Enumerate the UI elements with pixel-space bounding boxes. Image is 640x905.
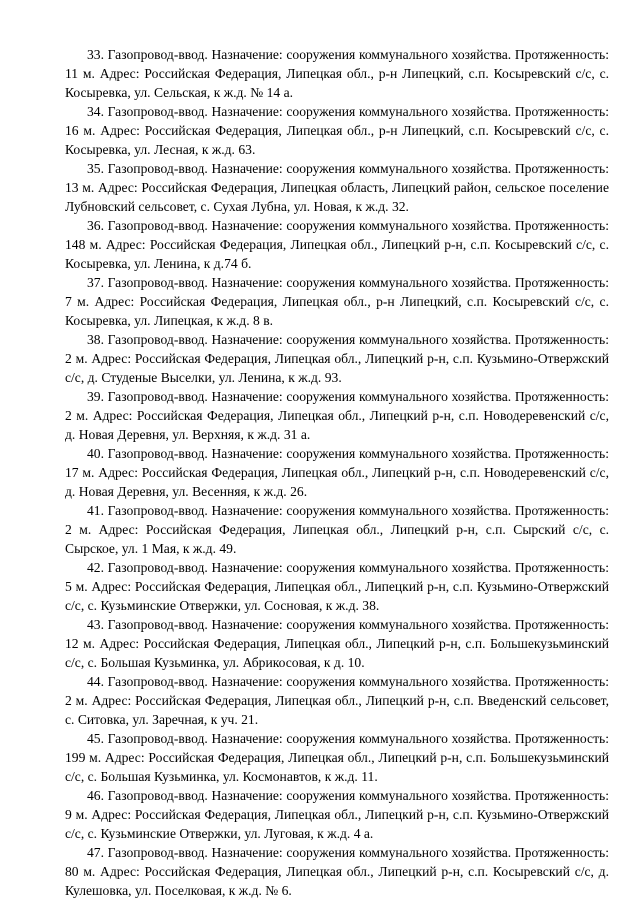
list-item-38: 38. Газопровод-ввод. Назначение: сооружения коммунального хозяйства. Протяженность: 2 м. Адрес: Российская Федерация, Липецкая обл., Липецкий р-н, с.п. Кузьмино-Отвержский с/с, д. Студеные Выселки, ул. Ленина, к ж.д. 93. bbox=[65, 332, 609, 385]
list-item-34: 34. Газопровод-ввод. Назначение: сооружения коммунального хозяйства. Протяженность: 16 м. Адрес: Российская Федерация, Липецкая обл., р-н Липецкий, с.п. Косыревский с/с, с. Косыревка, ул. Лесная, к ж.д. 63. bbox=[65, 104, 609, 157]
list-item-40: 40. Газопровод-ввод. Назначение: сооружения коммунального хозяйства. Протяженность: 17 м. Адрес: Российская Федерация, Липецкая обл., Липецкий р-н, с.п. Новодеревенский с/с, д. Новая Деревня, ул. Весенняя, к ж.д. 26. bbox=[65, 446, 609, 499]
list-item-35: 35. Газопровод-ввод. Назначение: сооружения коммунального хозяйства. Протяженность: 13 м. Адрес: Российская Федерация, Липецкая область, Липецкий район, сельское поселение Лубновский сельсовет, с. Сухая Лубна, ул. Новая, к ж.д. 32. bbox=[65, 161, 609, 214]
document-page bbox=[65, 45, 609, 900]
list-item-42: 42. Газопровод-ввод. Назначение: сооружения коммунального хозяйства. Протяженность: 5 м. Адрес: Российская Федерация, Липецкая обл., Липецкий р-н, с.п. Кузьмино-Отвержский с/с, с. Кузьминские Отвержки, ул. Сосновая, к ж.д. 38. bbox=[65, 560, 609, 613]
list-item-44: 44. Газопровод-ввод. Назначение: сооружения коммунального хозяйства. Протяженность: 2 м. Адрес: Российская Федерация, Липецкая обл., Липецкий р-н, с.п. Введенский сельсовет, с. Ситовка, ул. Заречная, к уч. 21. bbox=[65, 674, 609, 727]
list-item-46: 46. Газопровод-ввод. Назначение: сооружения коммунального хозяйства. Протяженность: 9 м. Адрес: Российская Федерация, Липецкая обл., Липецкий р-н, с.п. Кузьмино-Отвержский с/с, с. Кузьминские Отвержки, ул. Луговая, к ж.д. 4 а. bbox=[65, 788, 609, 841]
list-item-39: 39. Газопровод-ввод. Назначение: сооружения коммунального хозяйства. Протяженность: 2 м. Адрес: Российская Федерация, Липецкая обл., Липецкий р-н, с.п. Новодеревенский с/с, д. Новая Деревня, ул. Верхняя, к ж.д. 31 а. bbox=[65, 389, 609, 442]
list-item-36: 36. Газопровод-ввод. Назначение: сооружения коммунального хозяйства. Протяженность: 148 м. Адрес: Российская Федерация, Липецкая обл., Липецкий р-н, с.п. Косыревский с/с, с. Косыревка, ул. Ленина, к д.74 б. bbox=[65, 218, 609, 271]
list-item-41: 41. Газопровод-ввод. Назначение: сооружения коммунального хозяйства. Протяженность: 2 м. Адрес: Российская Федерация, Липецкая обл., Липецкий р-н, с.п. Сырский с/с, с. Сырское, ул. 1 Мая, к ж.д. 49. bbox=[65, 503, 609, 556]
list-item-43: 43. Газопровод-ввод. Назначение: сооружения коммунального хозяйства. Протяженность: 12 м. Адрес: Российская Федерация, Липецкая обл., Липецкий р-н, с.п. Большекузьминский с/с, с. Большая Кузьминка, ул. Абрикосовая, к д. 10. bbox=[65, 617, 609, 670]
list-item-47: 47. Газопровод-ввод. Назначение: сооружения коммунального хозяйства. Протяженность: 80 м. Адрес: Российская Федерация, Липецкая обл., Липецкий р-н, с.п. Косыревский с/с, д. Кулешовка, ул. Поселковая, к ж.д. № 6. bbox=[65, 845, 609, 898]
list-item-33: 33. Газопровод-ввод. Назначение: сооружения коммунального хозяйства. Протяженность: 11 м. Адрес: Российская Федерация, Липецкая обл., р-н Липецкий, с.п. Косыревский с/с, с. Косыревка, ул. Сельская, к ж.д. № 14 а. bbox=[65, 47, 609, 100]
list-item-45: 45. Газопровод-ввод. Назначение: сооружения коммунального хозяйства. Протяженность: 199 м. Адрес: Российская Федерация, Липецкая обл., Липецкий р-н, с.п. Большекузьминский с/с, с. Большая Кузьминка, ул. Космонавтов, к ж.д. 11. bbox=[65, 731, 609, 784]
list-item-37: 37. Газопровод-ввод. Назначение: сооружения коммунального хозяйства. Протяженность: 7 м. Адрес: Российская Федерация, Липецкая обл., р-н Липецкий, с.п. Косыревский с/с, с. Косыревка, ул. Липецкая, к ж.д. 8 в. bbox=[65, 275, 609, 328]
